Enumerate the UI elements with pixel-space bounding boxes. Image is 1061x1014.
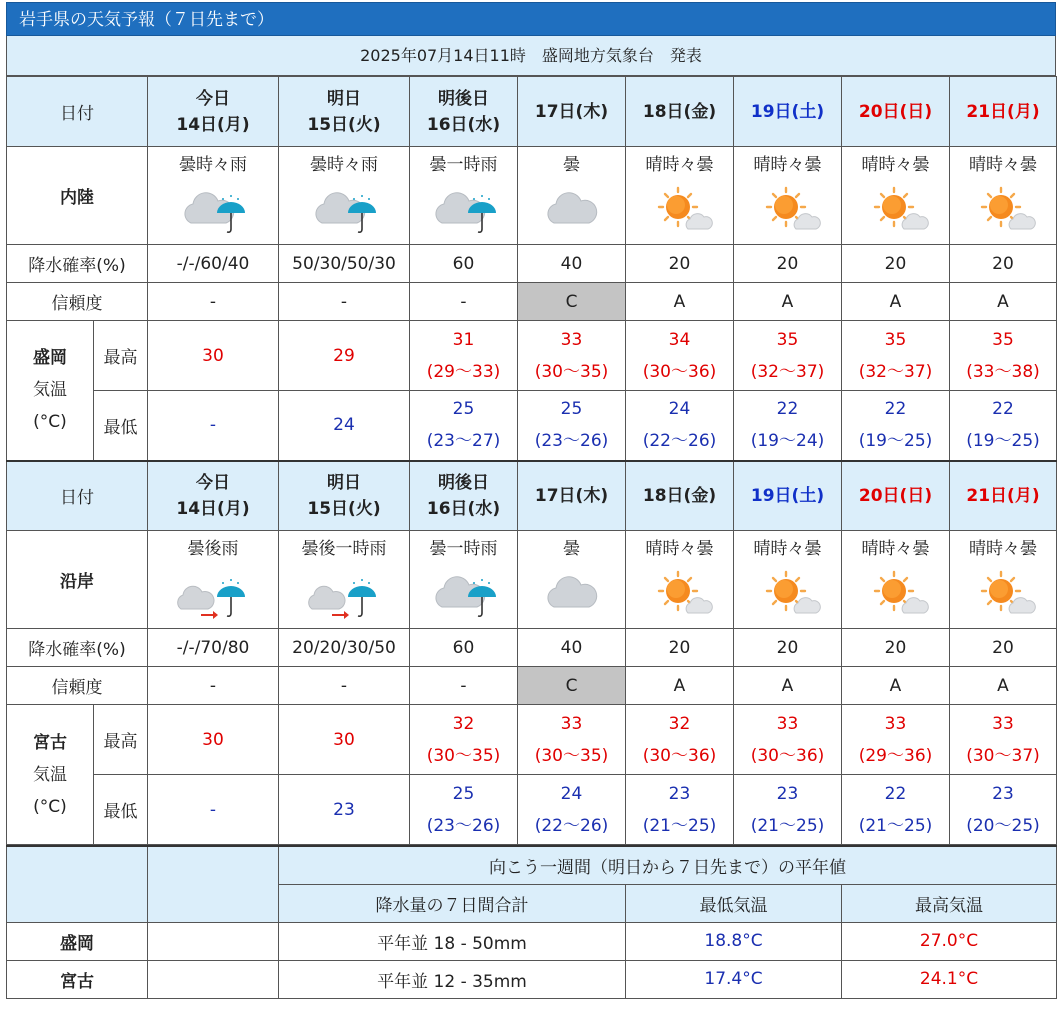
reliability-value: -: [148, 283, 279, 321]
pop-value: -/-/60/40: [148, 245, 279, 283]
reliability-value: -: [279, 283, 410, 321]
min-temp: 23: [333, 799, 355, 820]
day-date: 15日(火): [307, 114, 381, 135]
reliability-value: A: [950, 667, 1057, 705]
max-temp-cell: [518, 321, 626, 391]
max-temp: 30: [202, 345, 224, 366]
temp-label: 気温: [33, 764, 67, 785]
pop-value: 20: [842, 245, 950, 283]
date-header-row: [7, 77, 1057, 147]
min-temp-range: (21〜25): [750, 815, 825, 836]
min-temp-range: (23〜26): [534, 431, 609, 452]
weather-cell: [842, 531, 950, 629]
day-header: [148, 77, 279, 147]
normals-precip: 平年並 12 - 35mm: [279, 960, 626, 998]
day-relative: 今日: [196, 88, 230, 109]
weather-cell: [410, 531, 518, 629]
sun-cloud-icon: [842, 563, 949, 625]
day-date: 21日(月): [966, 101, 1040, 122]
max-label: 最高: [94, 705, 148, 775]
max-temp-range: (29〜36): [858, 745, 933, 766]
weather-cell: [279, 147, 410, 245]
region-name: 内陸: [7, 147, 148, 245]
reliability-value: A: [734, 283, 842, 321]
max-temp: 35: [884, 329, 907, 350]
min-temp: 23: [776, 783, 799, 804]
weather-text: 晴時々曇: [753, 538, 822, 559]
max-temp-cell: [148, 321, 279, 391]
pop-label: 降水確率(%): [7, 245, 148, 283]
weather-text: 晴時々曇: [861, 538, 930, 559]
day-date: 16日(水): [426, 114, 501, 135]
max-temp: 33: [776, 713, 799, 734]
reliability-value: A: [950, 283, 1057, 321]
day-header: [626, 77, 734, 147]
weather-text: 晴時々曇: [753, 154, 822, 175]
weather-text: 晴時々曇: [969, 538, 1037, 559]
weather-text: 曇時々雨: [310, 154, 378, 175]
max-temp-row: [7, 321, 1057, 391]
weather-cell: [950, 531, 1057, 629]
min-temp-range: (23〜27): [426, 431, 501, 452]
day-date: 17日(木): [534, 101, 609, 122]
max-temp-range: (30〜37): [966, 745, 1040, 766]
pop-value: 60: [410, 245, 518, 283]
weather-text: 晴時々曇: [861, 154, 930, 175]
min-temp-cell: [626, 391, 734, 461]
forecast-table: [6, 76, 1057, 845]
weather-cell: [148, 147, 279, 245]
max-temp-cell: [279, 321, 410, 391]
day-date: 14日(月): [176, 114, 250, 135]
reliability-value: A: [842, 283, 950, 321]
normals-city: 盛岡: [7, 922, 148, 960]
max-temp-range: (30〜35): [534, 745, 609, 766]
city-name: 宮古: [33, 732, 67, 753]
min-temp-range: (20〜25): [966, 815, 1040, 836]
max-temp-range: (32〜37): [750, 361, 825, 382]
reliability-value: A: [734, 667, 842, 705]
min-temp-cell: [410, 391, 518, 461]
min-temp-cell: [279, 391, 410, 461]
cloud-icon: [518, 179, 625, 241]
normals-blank: [148, 922, 279, 960]
max-temp: 29: [333, 345, 355, 366]
min-temp-cell: [950, 775, 1057, 845]
min-temp-range: (19〜24): [750, 431, 825, 452]
max-temp-cell: [279, 705, 410, 775]
normals-city: 宮古: [7, 960, 148, 998]
reliability-value: A: [842, 667, 950, 705]
min-temp-cell: [734, 391, 842, 461]
reliability-row: [7, 667, 1057, 705]
day-date: 18日(金): [642, 101, 717, 122]
pop-value: 50/30/50/30: [279, 245, 410, 283]
normals-corner: [7, 846, 148, 922]
max-temp-cell: [410, 321, 518, 391]
pop-value: 20/20/30/50: [279, 629, 410, 667]
weather-cell: [734, 147, 842, 245]
day-header: [518, 77, 626, 147]
day-header: [950, 461, 1057, 531]
sun-cloud-icon: [734, 179, 841, 241]
min-temp-cell: [734, 775, 842, 845]
min-temp-range: (21〜25): [858, 815, 933, 836]
max-temp: 30: [202, 729, 224, 750]
min-temp-cell: [626, 775, 734, 845]
day-relative: 明日: [327, 88, 361, 109]
day-date: 15日(火): [307, 498, 381, 519]
day-date: 21日(月): [966, 485, 1040, 506]
pop-value: 20: [734, 245, 842, 283]
cloud-rain-icon: [279, 179, 409, 241]
weather-cell: [279, 531, 410, 629]
min-temp: 24: [333, 415, 355, 436]
normals-col-max: 最高気温: [842, 884, 1057, 922]
max-temp-range: (30〜36): [642, 745, 717, 766]
max-temp-cell: [842, 705, 950, 775]
min-temp-range: (22〜26): [534, 815, 609, 836]
sun-cloud-icon: [734, 563, 841, 625]
temp-unit: (°C): [33, 412, 67, 433]
min-temp-range: (19〜25): [858, 431, 933, 452]
day-date: 19日(土): [750, 485, 825, 506]
min-temp-cell: [842, 391, 950, 461]
day-header: [734, 77, 842, 147]
reliability-label: 信頼度: [7, 667, 148, 705]
weather-text: 曇一時雨: [429, 538, 498, 559]
min-temp-cell: [410, 775, 518, 845]
day-relative: 明日: [327, 472, 361, 493]
weather-cell: [626, 531, 734, 629]
issued-time: 2025年07月14日11時 盛岡地方気象台 発表: [6, 36, 1056, 76]
day-header: [734, 461, 842, 531]
min-temp-cell: [148, 775, 279, 845]
reliability-value: A: [626, 667, 734, 705]
min-temp-cell: [842, 775, 950, 845]
day-date: 19日(土): [750, 101, 825, 122]
temp-label: 気温: [33, 380, 67, 401]
weather-text: 晴時々曇: [645, 538, 714, 559]
day-header: [518, 461, 626, 531]
min-temp: 23: [992, 783, 1014, 804]
max-temp-cell: [734, 321, 842, 391]
weather-cell: [734, 531, 842, 629]
min-temp-range: (21〜25): [642, 815, 717, 836]
min-temp-cell: [148, 391, 279, 461]
max-temp: 35: [992, 329, 1014, 350]
max-temp-cell: [842, 321, 950, 391]
min-temp: 22: [884, 399, 907, 420]
normals-precip: 平年並 18 - 50mm: [279, 922, 626, 960]
pop-value: 20: [950, 245, 1057, 283]
max-temp-cell: [626, 321, 734, 391]
min-temp-range: (23〜26): [426, 815, 501, 836]
weather-cell: [148, 531, 279, 629]
min-temp-cell: [950, 391, 1057, 461]
min-temp: 25: [452, 399, 475, 420]
max-temp-cell: [950, 321, 1057, 391]
max-label: 最高: [94, 321, 148, 391]
normals-max: 27.0°C: [842, 922, 1057, 960]
max-temp-range: (30〜36): [750, 745, 825, 766]
reliability-label: 信頼度: [7, 283, 148, 321]
max-temp-cell: [734, 705, 842, 775]
normals-col-min: 最低気温: [626, 884, 842, 922]
cloud-rain-icon: [148, 179, 278, 241]
weather-cell: [518, 531, 626, 629]
max-temp-range: (30〜35): [426, 745, 501, 766]
max-temp: 33: [560, 713, 583, 734]
max-temp-row: [7, 705, 1057, 775]
reliability-value: -: [410, 283, 518, 321]
temp-unit: (°C): [33, 796, 67, 817]
reliability-value: -: [279, 667, 410, 705]
pop-value: 20: [626, 245, 734, 283]
reliability-row: [7, 283, 1057, 321]
pop-value: 20: [842, 629, 950, 667]
weather-cell: [626, 147, 734, 245]
max-temp-cell: [410, 705, 518, 775]
min-temp-range: (22〜26): [642, 431, 717, 452]
weather-text: 曇: [563, 538, 580, 559]
weather-text: 晴時々曇: [969, 154, 1037, 175]
weather-cell: [410, 147, 518, 245]
max-temp: 33: [884, 713, 907, 734]
day-header: [410, 77, 518, 147]
min-label: 最低: [94, 775, 148, 845]
max-temp: 30: [333, 729, 355, 750]
sun-cloud-icon: [950, 563, 1056, 625]
weather-cell: [518, 147, 626, 245]
day-relative: 明後日: [438, 472, 489, 493]
sun-cloud-icon: [950, 179, 1056, 241]
sun-cloud-icon: [626, 563, 733, 625]
day-header: [626, 461, 734, 531]
weather-cell: [842, 147, 950, 245]
min-temp: 22: [776, 399, 799, 420]
min-temp: -: [209, 415, 217, 436]
pop-label: 降水確率(%): [7, 629, 148, 667]
min-label: 最低: [94, 391, 148, 461]
max-temp: 33: [560, 329, 583, 350]
reliability-value: C: [518, 283, 626, 321]
max-temp: 32: [452, 713, 475, 734]
normals-min: 17.4°C: [626, 960, 842, 998]
day-date: 20日(日): [858, 101, 933, 122]
normals-heading: 向こう一週間（明日から７日先まで）の平年値: [279, 846, 1057, 884]
min-temp: 24: [668, 399, 691, 420]
temp-city-cell: [7, 321, 94, 461]
panel-title: 岩手県の天気予報（７日先まで）: [6, 2, 1056, 36]
normals-blank: [148, 960, 279, 998]
min-temp: -: [209, 799, 217, 820]
cloud-icon: [518, 563, 625, 625]
weather-text: 曇後一時雨: [301, 538, 387, 559]
forecast-panel: [6, 2, 1056, 999]
day-header: [148, 461, 279, 531]
day-date: 18日(金): [642, 485, 717, 506]
max-temp-cell: [148, 705, 279, 775]
min-temp-row: [7, 391, 1057, 461]
max-temp-cell: [950, 705, 1057, 775]
region-name: 沿岸: [7, 531, 148, 629]
normals-row: [7, 960, 1057, 998]
min-temp-range: (19〜25): [966, 431, 1040, 452]
normals-row: [7, 922, 1057, 960]
max-temp-cell: [518, 705, 626, 775]
reliability-value: C: [518, 667, 626, 705]
temp-city-cell: [7, 705, 94, 845]
cloud-then-rain-icon: [148, 563, 278, 625]
pop-value: 20: [626, 629, 734, 667]
pop-row: [7, 245, 1057, 283]
weather-cell: [950, 147, 1057, 245]
sun-cloud-icon: [842, 179, 949, 241]
pop-value: 20: [734, 629, 842, 667]
date-header-row: [7, 461, 1057, 531]
weather-text: 曇一時雨: [429, 154, 498, 175]
normals-min: 18.8°C: [626, 922, 842, 960]
normals-corner-2: [148, 846, 279, 922]
max-temp: 31: [452, 329, 475, 350]
day-date: 16日(水): [426, 498, 501, 519]
reliability-value: A: [626, 283, 734, 321]
pop-value: -/-/70/80: [148, 629, 279, 667]
normals-max: 24.1°C: [842, 960, 1057, 998]
min-temp: 23: [668, 783, 691, 804]
max-temp-cell: [626, 705, 734, 775]
day-header: [279, 461, 410, 531]
pop-value: 40: [518, 245, 626, 283]
cloud-then-rain-icon: [279, 563, 409, 625]
date-label: 日付: [7, 461, 148, 531]
pop-value: 20: [950, 629, 1057, 667]
max-temp: 32: [668, 713, 691, 734]
min-temp: 24: [560, 783, 583, 804]
cloud-rain-icon: [410, 563, 517, 625]
weather-text: 曇後雨: [187, 538, 239, 559]
max-temp-range: (33〜38): [966, 361, 1040, 382]
max-temp: 35: [776, 329, 799, 350]
min-temp: 25: [452, 783, 475, 804]
min-temp-cell: [279, 775, 410, 845]
weather-row: [7, 531, 1057, 629]
sun-cloud-icon: [626, 179, 733, 241]
date-label: 日付: [7, 77, 148, 147]
min-temp: 25: [560, 399, 583, 420]
day-relative: 明後日: [438, 88, 489, 109]
pop-value: 40: [518, 629, 626, 667]
max-temp: 33: [992, 713, 1014, 734]
reliability-value: -: [410, 667, 518, 705]
day-relative: 今日: [196, 472, 230, 493]
day-header: [950, 77, 1057, 147]
max-temp-range: (30〜36): [642, 361, 717, 382]
city-name: 盛岡: [33, 348, 67, 369]
reliability-value: -: [148, 667, 279, 705]
normals-col-precip: 降水量の７日間合計: [279, 884, 626, 922]
weather-text: 曇時々雨: [179, 154, 247, 175]
min-temp-cell: [518, 775, 626, 845]
day-header: [842, 461, 950, 531]
pop-row: [7, 629, 1057, 667]
day-date: 17日(木): [534, 485, 609, 506]
pop-value: 60: [410, 629, 518, 667]
weather-row: [7, 147, 1057, 245]
cloud-rain-icon: [410, 179, 517, 241]
day-header: [279, 77, 410, 147]
max-temp-range: (32〜37): [858, 361, 933, 382]
min-temp-cell: [518, 391, 626, 461]
min-temp: 22: [992, 399, 1014, 420]
max-temp-range: (29〜33): [426, 361, 501, 382]
weather-text: 曇: [563, 154, 580, 175]
weather-text: 晴時々曇: [645, 154, 714, 175]
day-header: [410, 461, 518, 531]
day-date: 14日(月): [176, 498, 250, 519]
min-temp-row: [7, 775, 1057, 845]
normals-table: [6, 845, 1057, 999]
day-date: 20日(日): [858, 485, 933, 506]
max-temp-range: (30〜35): [534, 361, 609, 382]
max-temp: 34: [668, 329, 691, 350]
min-temp: 22: [884, 783, 907, 804]
day-header: [842, 77, 950, 147]
